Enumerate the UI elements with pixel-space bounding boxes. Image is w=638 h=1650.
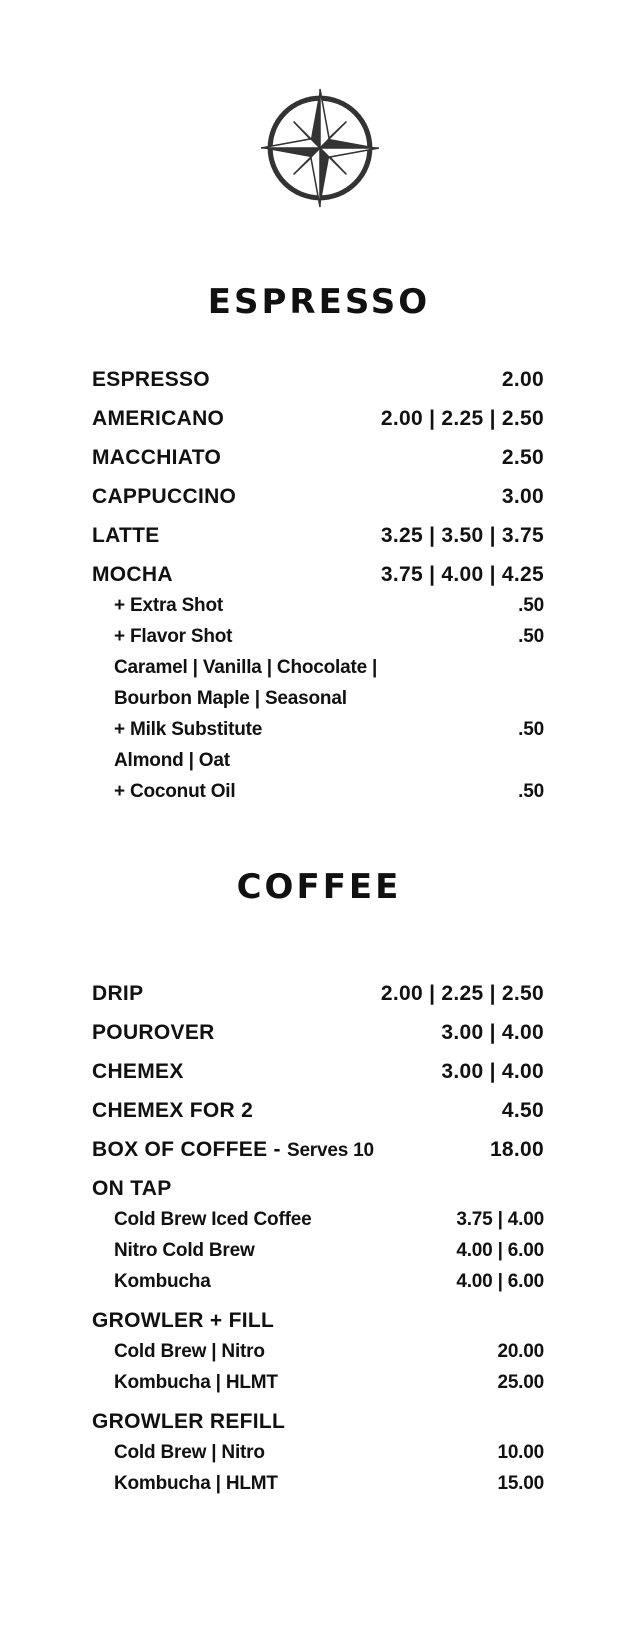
- item-label: + Extra Shot: [114, 595, 223, 616]
- item-label: Cold Brew | Nitro: [114, 1341, 265, 1362]
- menu-item: [92, 1099, 544, 1123]
- compass-rose-icon: [259, 87, 381, 209]
- menu-item: [92, 446, 544, 470]
- item-label: MOCHA: [92, 563, 173, 586]
- item-price: 3.00: [501, 485, 544, 508]
- item-price: 3.25 | 3.50 | 3.75: [380, 524, 544, 547]
- item-price: 25.00: [497, 1372, 544, 1393]
- item-label: + Coconut Oil: [114, 781, 236, 802]
- item-label: GROWLER + FILL: [92, 1309, 275, 1332]
- menu-item: [92, 982, 544, 1006]
- section-title-coffee: COFFEE: [236, 867, 402, 907]
- item-label: CHEMEX FOR 2: [92, 1099, 254, 1122]
- item-label: Caramel | Vanilla | Chocolate |: [114, 657, 378, 678]
- item-label: DRIP: [92, 982, 144, 1005]
- item-price: 18.00: [489, 1138, 544, 1161]
- menu-item: [92, 524, 544, 548]
- menu-item: [92, 485, 544, 509]
- item-label: Kombucha | HLMT: [114, 1473, 278, 1494]
- menu-item: [92, 407, 544, 431]
- item-label: CHEMEX: [92, 1060, 184, 1083]
- menu-subitem: [92, 719, 544, 741]
- item-label: ON TAP: [92, 1177, 172, 1200]
- menu-item: [92, 1138, 544, 1162]
- item-label: Cold Brew Iced Coffee: [114, 1209, 312, 1230]
- item-price: 3.75 | 4.00: [456, 1209, 544, 1230]
- item-price: 2.00 | 2.25 | 2.50: [380, 407, 544, 430]
- item-price: .50: [518, 719, 544, 740]
- menu-subitem: [92, 626, 544, 648]
- menu-subitem: [92, 1473, 544, 1495]
- menu-item: [92, 1177, 544, 1201]
- item-label: + Milk Substitute: [114, 719, 263, 740]
- menu-subitem: [92, 1442, 544, 1464]
- item-label: MACCHIATO: [92, 446, 222, 469]
- menu-subitem: [92, 750, 544, 772]
- item-note: Serves 10: [286, 1140, 374, 1161]
- menu-item: [92, 368, 544, 392]
- section-title-espresso: ESPRESSO: [207, 282, 431, 322]
- item-label: ESPRESSO: [92, 368, 210, 391]
- item-price: .50: [518, 781, 544, 802]
- menu-subitem: [92, 688, 544, 710]
- menu-subitem: [92, 595, 544, 617]
- item-price: .50: [518, 595, 544, 616]
- item-price: 3.00 | 4.00: [441, 1060, 544, 1083]
- menu-item: [92, 1309, 544, 1333]
- menu-subitem: [92, 1240, 544, 1262]
- item-price: 2.00 | 2.25 | 2.50: [380, 982, 544, 1005]
- menu-subitem: [92, 781, 544, 803]
- menu-item: [92, 563, 544, 587]
- item-label: Bourbon Maple | Seasonal: [114, 688, 347, 709]
- menu-item: [92, 1060, 544, 1084]
- menu-subitem: [92, 657, 544, 679]
- menu-subitem: [92, 1372, 544, 1394]
- item-price: 3.75 | 4.00 | 4.25: [380, 563, 544, 586]
- menu-item: [92, 1021, 544, 1045]
- item-label: GROWLER REFILL: [92, 1410, 286, 1433]
- item-label: Almond | Oat: [114, 750, 230, 771]
- item-price: 15.00: [497, 1473, 544, 1494]
- item-price: .50: [518, 626, 544, 647]
- item-price: 2.50: [501, 446, 544, 469]
- item-label: Nitro Cold Brew: [114, 1240, 255, 1261]
- item-price: 4.00 | 6.00: [456, 1271, 544, 1292]
- item-price: 4.50: [501, 1099, 544, 1122]
- menu-subitem: [92, 1341, 544, 1363]
- item-price: 2.00: [501, 368, 544, 391]
- menu-subitem: [92, 1271, 544, 1293]
- item-label: Kombucha | HLMT: [114, 1372, 278, 1393]
- item-label: Kombucha: [114, 1271, 211, 1292]
- item-label: BOX OF COFFEE - Serves 10: [92, 1138, 374, 1161]
- item-price: 20.00: [497, 1341, 544, 1362]
- item-label: AMERICANO: [92, 407, 225, 430]
- item-label: CAPPUCCINO: [92, 485, 237, 508]
- item-price: 3.00 | 4.00: [441, 1021, 544, 1044]
- item-label: LATTE: [92, 524, 160, 547]
- menu-subitem: [92, 1209, 544, 1231]
- menu-item: [92, 1410, 544, 1434]
- item-label: Cold Brew | Nitro: [114, 1442, 265, 1463]
- item-price: 10.00: [497, 1442, 544, 1463]
- item-price: 4.00 | 6.00: [456, 1240, 544, 1261]
- item-label: + Flavor Shot: [114, 626, 233, 647]
- item-label: POUROVER: [92, 1021, 215, 1044]
